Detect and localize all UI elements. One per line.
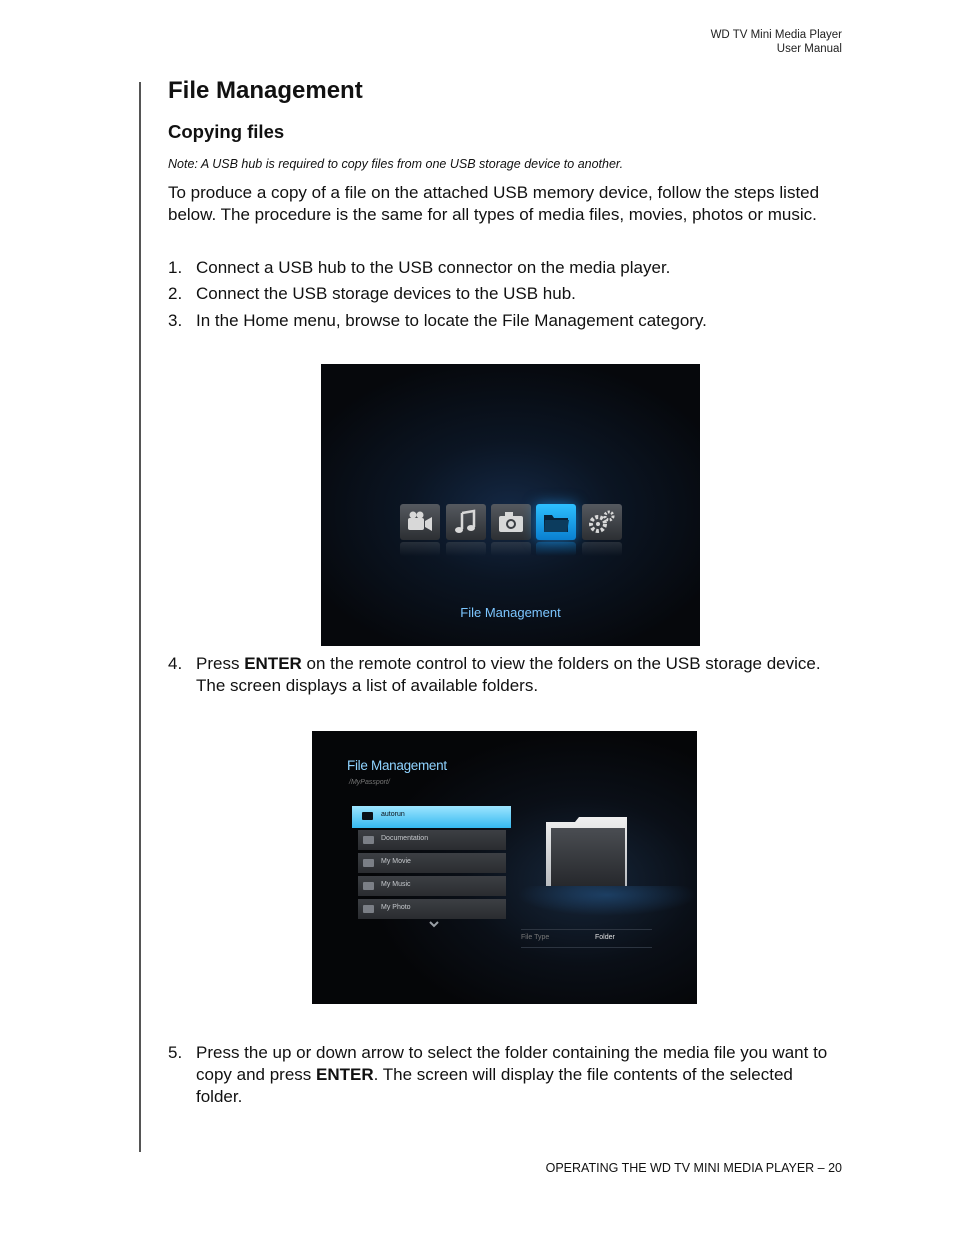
- folder-icon: [363, 859, 374, 867]
- icon-reflection: [536, 542, 576, 556]
- step-text: Connect a USB hub to the USB connector on the media player.: [196, 258, 671, 277]
- step-text: In the Home menu, browse to locate the File Management category.: [196, 311, 707, 330]
- icon-reflection: [400, 542, 440, 556]
- chevron-down-icon: [428, 919, 440, 931]
- step-5: [168, 1042, 842, 1108]
- step-number: 4.: [168, 654, 183, 673]
- folder-icon: [363, 836, 374, 844]
- header-doc-type: User Manual: [776, 42, 842, 55]
- enter-key-label: ENTER: [244, 654, 302, 673]
- info-divider: [521, 929, 652, 930]
- info-divider: [521, 947, 652, 948]
- selected-category-caption: File Management: [460, 605, 561, 620]
- folder-name: Documentation: [381, 835, 429, 842]
- note-text: Note: A USB hub is required to copy files from one USB storage device to another.: [168, 157, 624, 171]
- step-1: [168, 257, 842, 279]
- section-title: File Management: [168, 77, 363, 104]
- screen-title: File Management: [347, 758, 447, 773]
- step-text: Connect the USB storage devices to the USB hub.: [196, 284, 576, 303]
- preview-glow: [517, 886, 697, 916]
- step-3: [168, 310, 842, 332]
- step-number: 3.: [168, 311, 183, 330]
- folder-icon: [363, 905, 374, 913]
- folder-list-screenshot: [312, 731, 697, 1004]
- folder-row-selected: [352, 806, 511, 828]
- step-number: 2.: [168, 284, 183, 303]
- folder-row: [358, 853, 506, 873]
- subsection-title: Copying files: [168, 121, 285, 142]
- folder-icon: [363, 882, 374, 890]
- screen-path: /MyPassport/: [349, 779, 390, 786]
- step-number: 1.: [168, 258, 183, 277]
- music-note-icon: [446, 504, 486, 540]
- step-text: Press the up or down arrow to select the folder containing the media file you want to copy and press ENTER. The screen will display the file contents of the selected folder.: [196, 1043, 828, 1106]
- folder-icon: [536, 504, 576, 540]
- camera-icon: [491, 504, 531, 540]
- video-camera-icon: [400, 504, 440, 540]
- step-2: [168, 283, 842, 305]
- intro-paragraph: To produce a copy of a file on the attached USB memory device, follow the steps listed below. The procedure is the same for all types of media files, movies, photos or music.: [168, 183, 820, 224]
- folder-row: [358, 830, 506, 850]
- running-header: [711, 29, 842, 56]
- icon-reflection: [582, 542, 622, 556]
- home-menu-screenshot: [321, 364, 700, 646]
- folder-name: My Music: [381, 881, 411, 888]
- header-product: WD TV Mini Media Player: [710, 29, 842, 41]
- page-footer: OPERATING THE WD TV MINI MEDIA PLAYER – 20: [545, 1161, 842, 1175]
- folder-icon: [362, 812, 373, 820]
- step-4: [168, 653, 842, 697]
- folder-name: autorun: [381, 811, 405, 818]
- enter-key-label: ENTER: [316, 1065, 374, 1084]
- icon-reflection: [491, 542, 531, 556]
- info-label: File Type: [521, 934, 550, 941]
- folder-row: [358, 876, 506, 896]
- folder-name: My Movie: [381, 858, 411, 865]
- folder-name: My Photo: [381, 904, 411, 911]
- icon-reflection: [446, 542, 486, 556]
- step-text: Press ENTER on the remote control to view the folders on the USB storage device. The screen displays a list of available folders.: [196, 654, 821, 695]
- gears-icon: [582, 504, 622, 540]
- folder-row: [358, 899, 506, 919]
- info-value: Folder: [595, 934, 615, 941]
- large-folder-icon: [545, 816, 630, 888]
- margin-rule: [139, 82, 141, 1152]
- step-number: 5.: [168, 1043, 183, 1062]
